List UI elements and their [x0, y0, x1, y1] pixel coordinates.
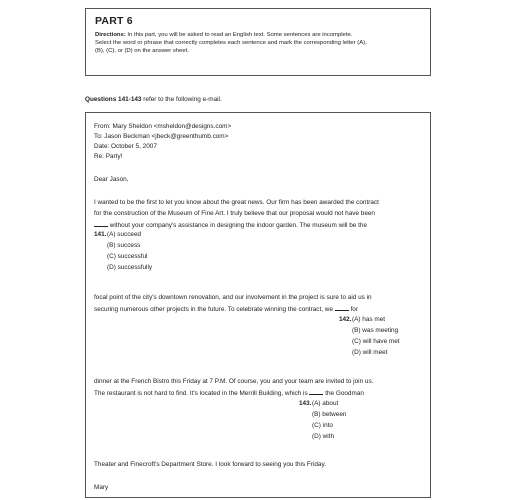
- para1-line-1: I wanted to be the first to let you know about the great news. Our firm has been awarded the contract: [94, 199, 379, 206]
- para3-line-1: dinner at the French Bistro this Friday at 7 P.M. Of course, you and your team are invited to join us.: [94, 378, 374, 385]
- para2-line-2: securing numerous other projects in the future. To celebrate winning the contract, we for: [94, 306, 358, 313]
- email-to: To: Jason Beckman <jbeck@greenthumb.com>: [94, 133, 229, 140]
- part-title: PART 6: [95, 15, 133, 27]
- directions-label: Directions:: [95, 32, 126, 38]
- directions-line-3: (B), (C), or (D) on the answer sheet.: [95, 48, 189, 55]
- question-143-option-b[interactable]: (B) between: [312, 411, 347, 418]
- blank-141: [94, 221, 108, 227]
- part-6-box: [85, 8, 431, 76]
- question-143-option-d[interactable]: (D) with: [312, 433, 335, 440]
- question-141-number: 141.: [94, 231, 107, 238]
- para1-line-2: for the construction of the Museum of Fine Art. I truly believe that our proposal would not have been: [94, 210, 375, 217]
- email-subject: Re: Party!: [94, 153, 123, 160]
- questions-range: Questions 141-143: [85, 96, 142, 103]
- para4: Theater and Finecroft's Department Store. I look forward to seeing you this Friday.: [94, 461, 326, 468]
- question-143-option-a[interactable]: (A) about: [312, 400, 339, 407]
- question-142-option-b[interactable]: (B) was meeting: [352, 327, 399, 334]
- question-141-option-d[interactable]: (D) successfully: [107, 264, 153, 271]
- email-date: Date: October 5, 2007: [94, 143, 157, 150]
- questions-reference: [85, 96, 222, 103]
- question-142-option-d[interactable]: (D) will meet: [352, 349, 388, 356]
- para1-line-3: [94, 221, 367, 230]
- question-141-option-a[interactable]: (A) succeed: [107, 231, 142, 238]
- question-143-number: 143.: [299, 400, 312, 407]
- para1-line-3-text: without your company's assistance in designing the indoor garden. The museum will be the: [108, 222, 368, 229]
- directions-line-1: In this part, you will be asked to read an English text. Some sentences are incomplete.: [125, 32, 353, 38]
- question-142-number: 142.: [339, 316, 352, 323]
- questions-ref-text: refer to the following e-mail.: [141, 96, 222, 103]
- email-box: [85, 112, 431, 498]
- blank-142: [335, 305, 349, 311]
- directions-text: [95, 31, 421, 56]
- email-from: From: Mary Sheldon <msheldon@designs.com>: [94, 123, 232, 130]
- email-signoff: Mary: [94, 484, 109, 491]
- question-142-option-c[interactable]: (C) will have met: [352, 338, 400, 345]
- directions-line-2: Select the word or phrase that correctly completes each sentence and mark the corresponding letter (A),: [95, 40, 367, 47]
- question-141-option-c[interactable]: (C) successful: [107, 253, 148, 260]
- question-143-option-c[interactable]: (C) into: [312, 422, 333, 429]
- blank-143: [309, 389, 323, 395]
- question-141-option-b[interactable]: (B) success: [107, 242, 141, 249]
- email-greeting: Dear Jason,: [94, 176, 129, 183]
- para3-line-2: The restaurant is not hard to find. It's located in the Merrill Building, which is the Goodman: [94, 390, 364, 397]
- question-142-option-a[interactable]: (A) has met: [352, 316, 386, 323]
- para2-line-1: focal point of the city's downtown renovation, and our involvement in the project is sure to aid us in: [94, 294, 372, 301]
